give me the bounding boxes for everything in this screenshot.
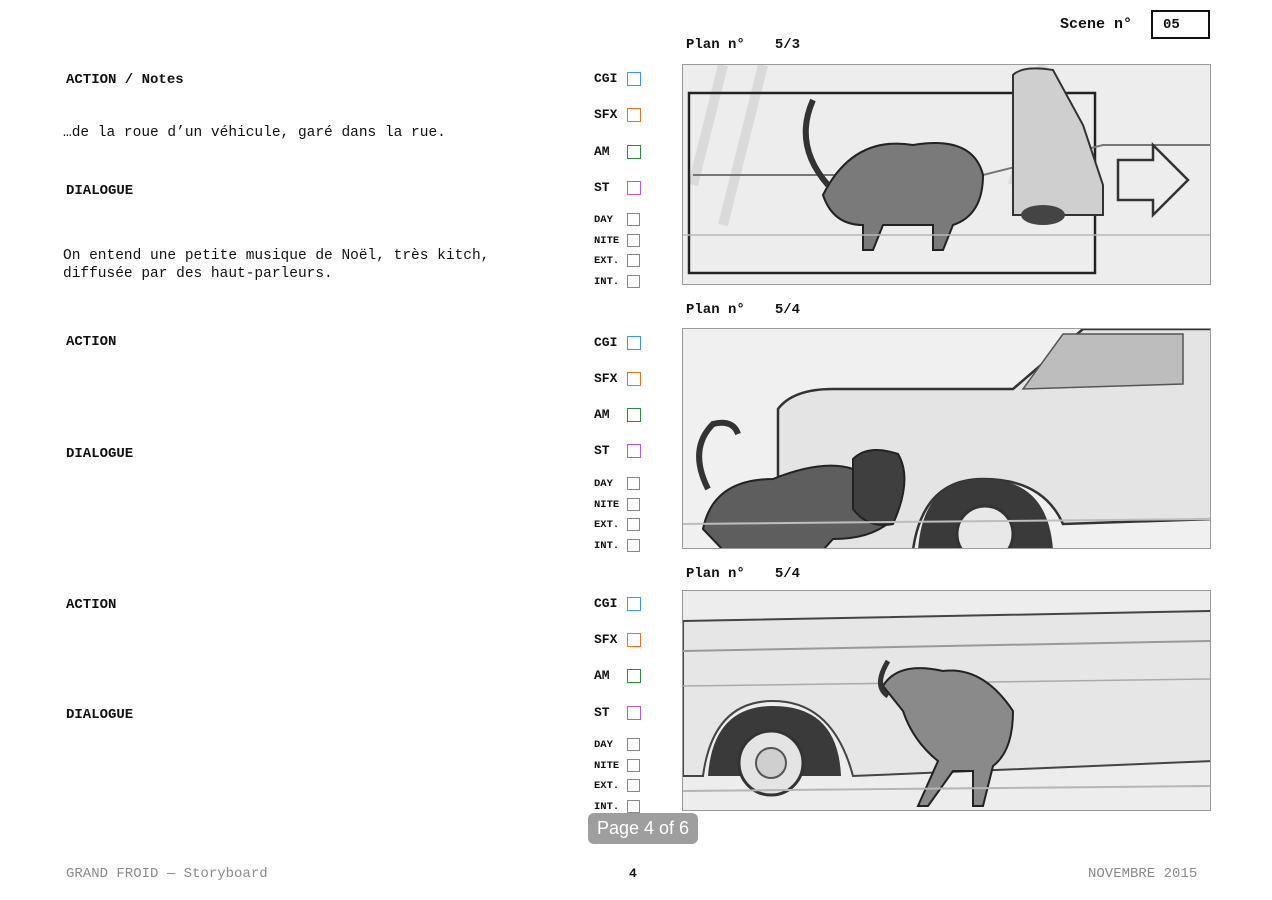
checkbox-st[interactable] — [594, 443, 641, 458]
checkbox-box[interactable] — [627, 254, 640, 267]
checkbox-label: AM — [594, 668, 610, 683]
checkbox-label: INT. — [594, 539, 620, 552]
footer-page-number: 4 — [629, 866, 637, 881]
checkbox-label: NITE — [594, 234, 620, 247]
checkbox-am[interactable] — [594, 144, 641, 159]
storyboard-panel-3 — [682, 590, 1211, 811]
plan-number: 5/3 — [774, 37, 801, 53]
checkbox-label: INT. — [594, 275, 620, 288]
checkbox-box[interactable] — [627, 234, 640, 247]
checkbox-box[interactable] — [627, 759, 640, 772]
plan-label-text: Plan n° — [686, 566, 745, 582]
checkbox-box[interactable] — [627, 669, 641, 683]
checkbox-label: NITE — [594, 759, 620, 772]
plan-label-text: Plan n° — [686, 37, 745, 53]
action-heading-3: ACTION — [66, 597, 117, 613]
checkbox-day[interactable] — [594, 477, 640, 490]
checkbox-nite[interactable] — [594, 498, 640, 511]
checkbox-ext[interactable] — [594, 254, 640, 267]
checkbox-box[interactable] — [627, 633, 641, 647]
checkbox-nite[interactable] — [594, 234, 640, 247]
checkbox-label: AM — [594, 144, 610, 159]
checkbox-am[interactable] — [594, 407, 641, 422]
page-indicator-badge: Page 4 of 6 — [588, 813, 698, 844]
checkbox-box[interactable] — [627, 213, 640, 226]
dialogue-heading-3: DIALOGUE — [66, 707, 134, 723]
checkbox-box[interactable] — [627, 336, 641, 350]
checkbox-label: DAY — [594, 213, 613, 226]
storyboard-panel-1 — [682, 64, 1211, 285]
checkbox-box[interactable] — [627, 72, 641, 86]
checkbox-box[interactable] — [627, 477, 640, 490]
action-text-1: …de la roue d’un véhicule, garé dans la rue. — [63, 125, 446, 141]
checkbox-label: EXT. — [594, 518, 620, 531]
plan-label-1 — [686, 37, 800, 53]
checkbox-box[interactable] — [627, 738, 640, 751]
checkbox-label: INT. — [594, 800, 620, 813]
checkbox-label: ST — [594, 443, 610, 458]
checkbox-box[interactable] — [627, 539, 640, 552]
checkbox-box[interactable] — [627, 408, 641, 422]
checkbox-ext[interactable] — [594, 779, 640, 792]
checkbox-box[interactable] — [627, 498, 640, 511]
dialogue-heading-2: DIALOGUE — [66, 446, 134, 462]
plan-number: 5/4 — [774, 302, 801, 318]
checkbox-box[interactable] — [627, 706, 641, 720]
action-heading-1: ACTION / Notes — [66, 72, 184, 88]
checkbox-int[interactable] — [594, 539, 640, 552]
action-heading-2: ACTION — [66, 334, 117, 350]
plan-label-2 — [686, 302, 800, 318]
checkbox-label: EXT. — [594, 254, 620, 267]
checkbox-nite[interactable] — [594, 759, 640, 772]
footer-date: NOVEMBRE 2015 — [1088, 866, 1198, 882]
checkbox-label: ST — [594, 705, 610, 720]
checkbox-label: ST — [594, 180, 610, 195]
checkbox-int[interactable] — [594, 275, 640, 288]
checkbox-label: SFX — [594, 371, 618, 386]
checkbox-box[interactable] — [627, 145, 641, 159]
checkbox-box[interactable] — [627, 372, 641, 386]
checkbox-box[interactable] — [627, 597, 641, 611]
footer-title: GRAND FROID — Storyboard — [66, 866, 268, 882]
checkbox-label: EXT. — [594, 779, 620, 792]
checkbox-label: SFX — [594, 632, 618, 647]
checkbox-st[interactable] — [594, 180, 641, 195]
checkbox-st[interactable] — [594, 705, 641, 720]
checkbox-cgi[interactable] — [594, 596, 641, 611]
plan-label-text: Plan n° — [686, 302, 745, 318]
checkbox-day[interactable] — [594, 738, 640, 751]
checkbox-label: DAY — [594, 477, 613, 490]
checkbox-cgi[interactable] — [594, 71, 641, 86]
checkbox-box[interactable] — [627, 181, 641, 195]
checkbox-box[interactable] — [627, 444, 641, 458]
checkbox-cgi[interactable] — [594, 335, 641, 350]
checkbox-label: AM — [594, 407, 610, 422]
checkbox-sfx[interactable] — [594, 107, 641, 122]
checkbox-sfx[interactable] — [594, 632, 641, 647]
scene-number-field[interactable]: 05 — [1151, 10, 1210, 39]
checkbox-day[interactable] — [594, 213, 640, 226]
checkbox-int[interactable] — [594, 800, 640, 813]
storyboard-panel-2 — [682, 328, 1211, 549]
checkbox-label: NITE — [594, 498, 620, 511]
dialogue-heading-1: DIALOGUE — [66, 183, 134, 199]
checkbox-box[interactable] — [627, 518, 640, 531]
checkbox-box[interactable] — [627, 779, 640, 792]
checkbox-sfx[interactable] — [594, 371, 641, 386]
checkbox-label: CGI — [594, 335, 618, 350]
checkbox-label: CGI — [594, 596, 618, 611]
dialogue-text-1: On entend une petite musique de Noël, très kitch, diffusée par des haut-parleurs. — [63, 248, 490, 282]
checkbox-label: SFX — [594, 107, 618, 122]
checkbox-label: CGI — [594, 71, 618, 86]
checkbox-ext[interactable] — [594, 518, 640, 531]
checkbox-am[interactable] — [594, 668, 641, 683]
scene-label: Scene n° — [1060, 16, 1133, 33]
checkbox-box[interactable] — [627, 108, 641, 122]
checkbox-box[interactable] — [627, 800, 640, 813]
plan-number: 5/4 — [774, 566, 801, 582]
checkbox-label: DAY — [594, 738, 613, 751]
checkbox-box[interactable] — [627, 275, 640, 288]
plan-label-3 — [686, 566, 800, 582]
